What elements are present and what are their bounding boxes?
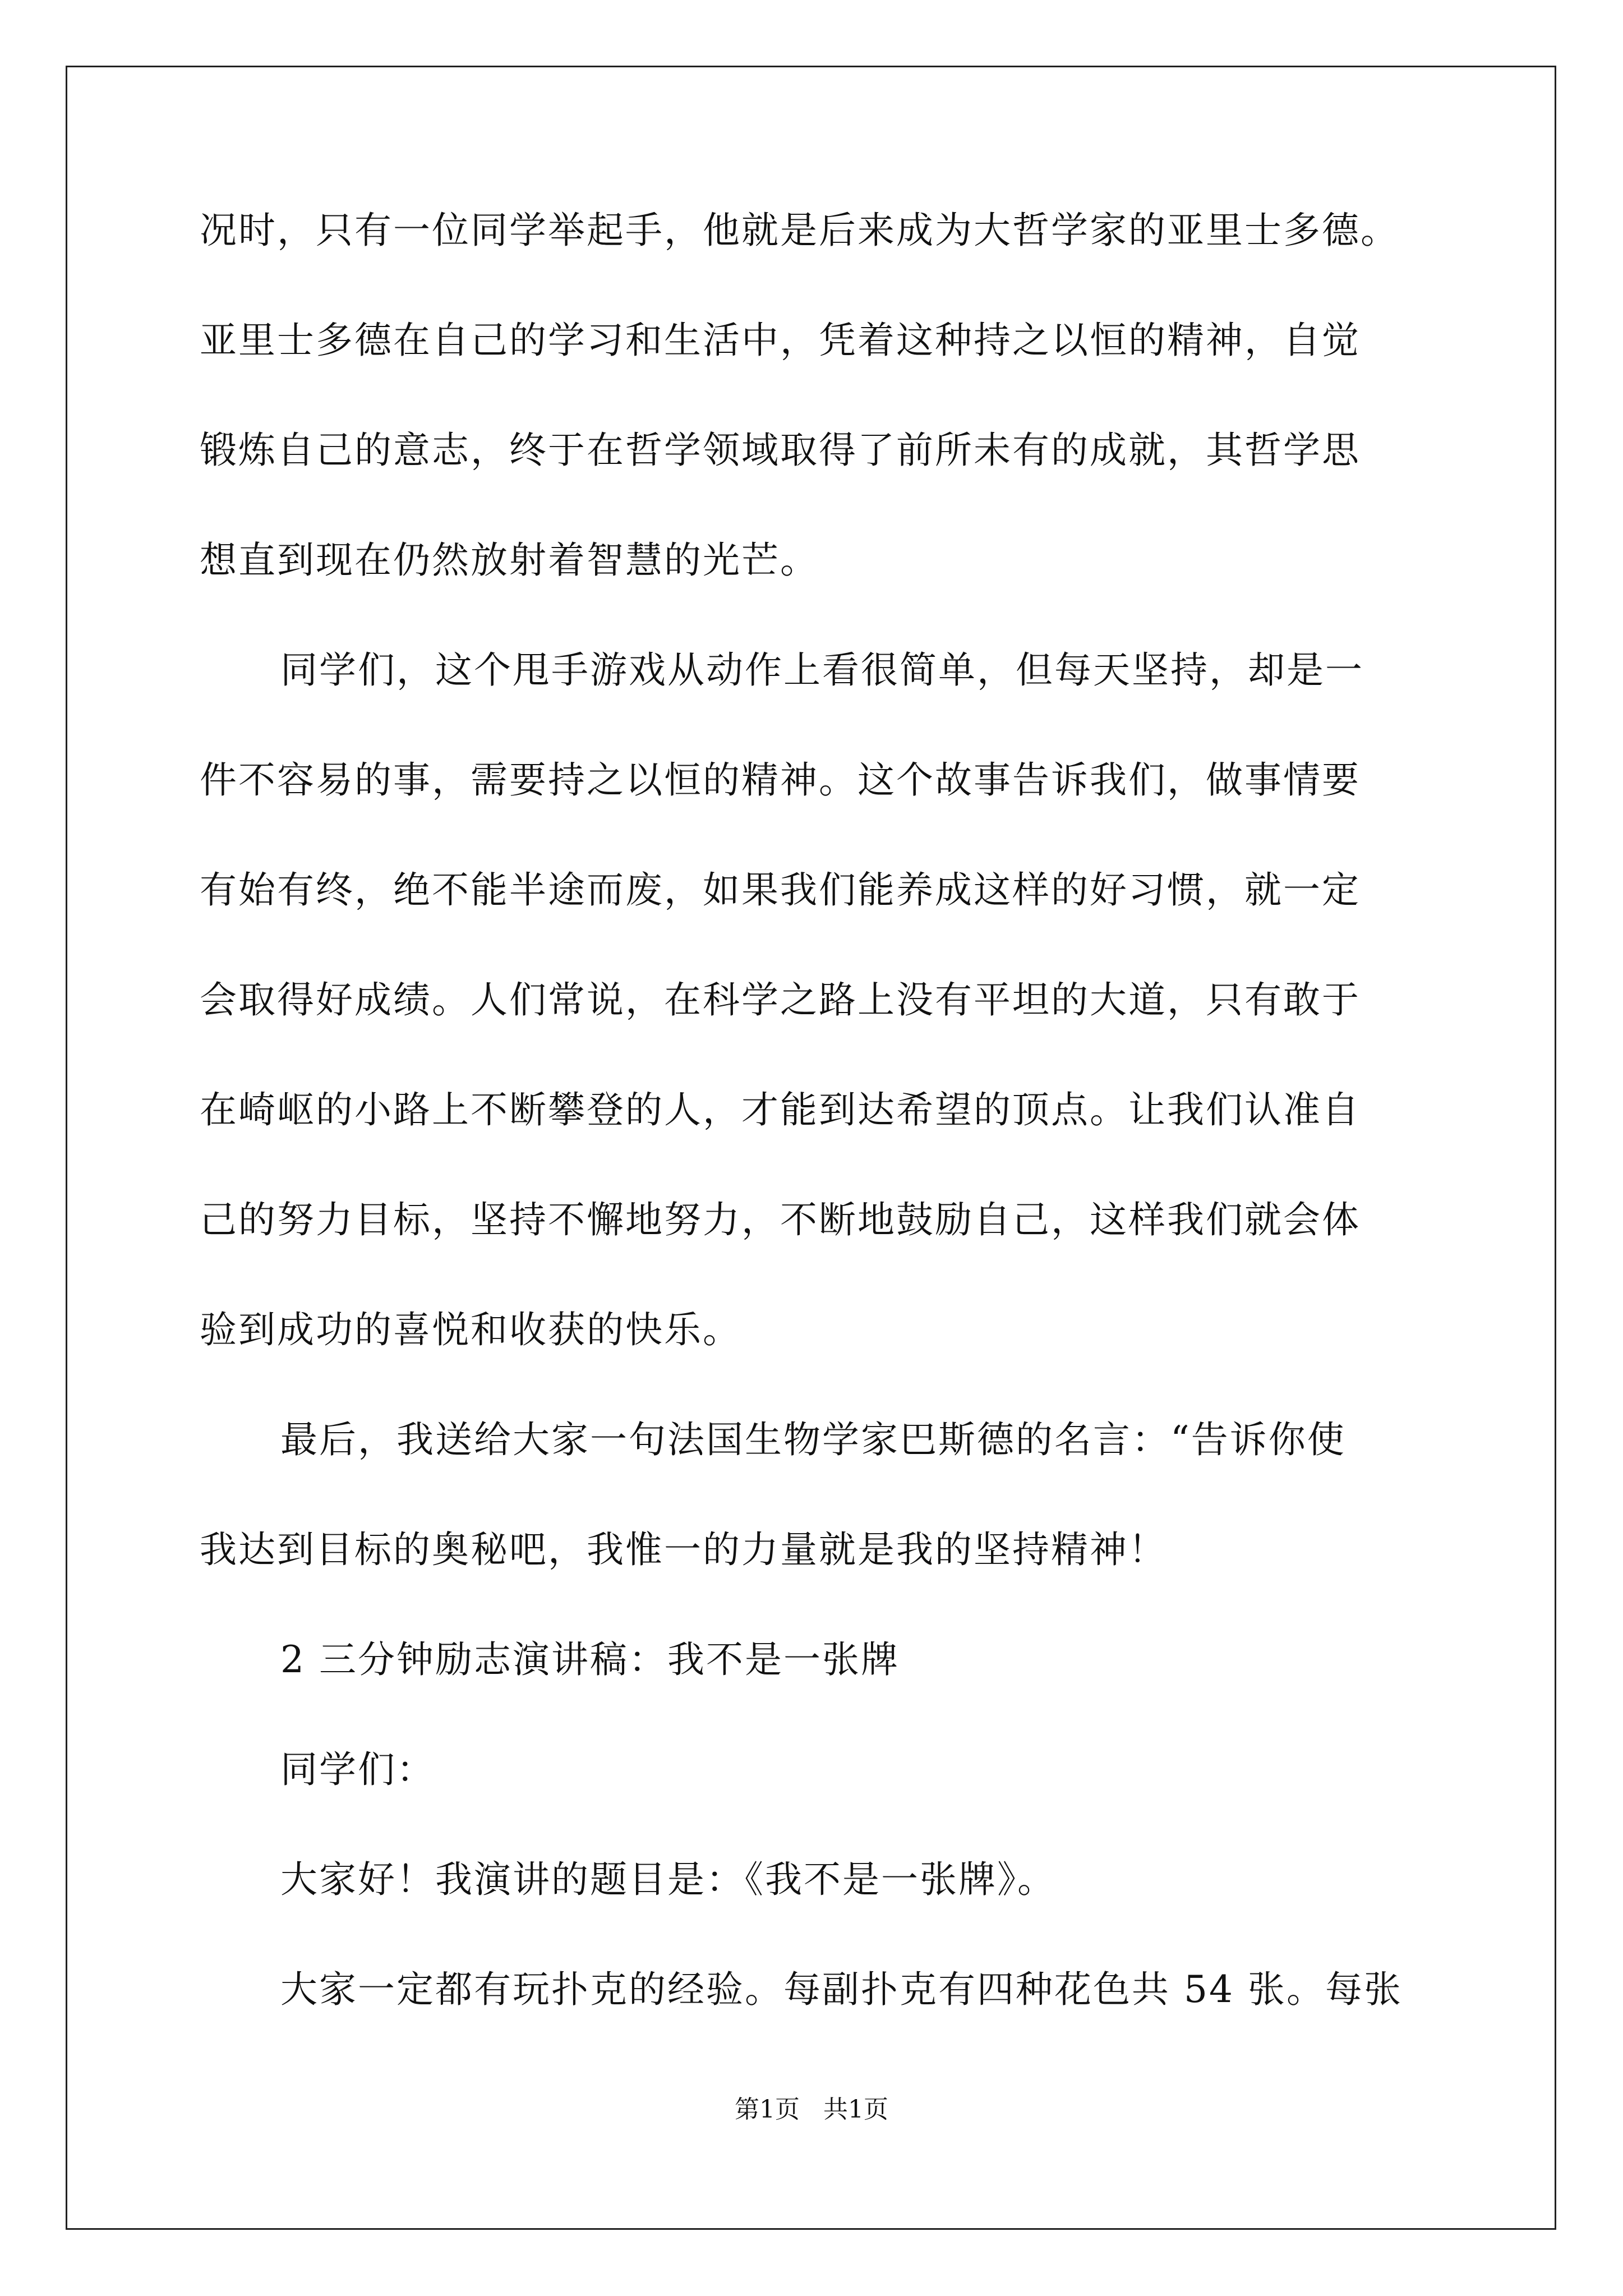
page-border [66, 66, 1556, 2230]
text-line: 己的努力目标，坚持不懈地努力，不断地鼓励自己，这样我们就会体 [200, 1198, 1361, 1241]
text-line: 大家好！我演讲的题目是：《我不是一张牌》。 [280, 1858, 1056, 1901]
text-line: 同学们： [280, 1748, 435, 1791]
text-line: 会取得好成绩。人们常说，在科学之路上没有平坦的大道，只有敢于 [200, 978, 1361, 1022]
text-line: 况时，只有一位同学举起手，他就是后来成为大哲学家的亚里士多德。 [200, 209, 1399, 252]
text-line: 亚里士多德在自己的学习和生活中，凭着这种持之以恒的精神，自觉 [200, 319, 1361, 362]
text-line: 同学们，这个甩手游戏从动作上看很简单，但每天坚持，却是一 [280, 648, 1364, 692]
text-line: 我达到目标的奥秘吧，我惟一的力量就是我的坚持精神！ [200, 1528, 1167, 1571]
text-line: 件不容易的事，需要持之以恒的精神。这个故事告诉我们，做事情要 [200, 758, 1361, 802]
text-line: 锻炼自己的意志，终于在哲学领域取得了前所未有的成就，其哲学思 [200, 429, 1361, 472]
text-line: 有始有终，绝不能半途而废，如果我们能养成这样的好习惯，就一定 [200, 868, 1361, 912]
page-footer: 第1页 共1页 [735, 2095, 888, 2124]
text-line: 验到成功的喜悦和收获的快乐。 [200, 1308, 741, 1351]
text-line: 最后，我送给大家一句法国生物学家巴斯德的名言：“告诉你使 [280, 1418, 1346, 1461]
section-heading: 2 三分钟励志演讲稿：我不是一张牌 [280, 1638, 900, 1681]
text-line: 想直到现在仍然放射着智慧的光芒。 [200, 539, 819, 582]
text-line: 大家一定都有玩扑克的经验。每副扑克有四种花色共 54 张。每张 [280, 1968, 1403, 2011]
text-line: 在崎岖的小路上不断攀登的人，才能到达希望的顶点。让我们认准自 [200, 1088, 1361, 1131]
